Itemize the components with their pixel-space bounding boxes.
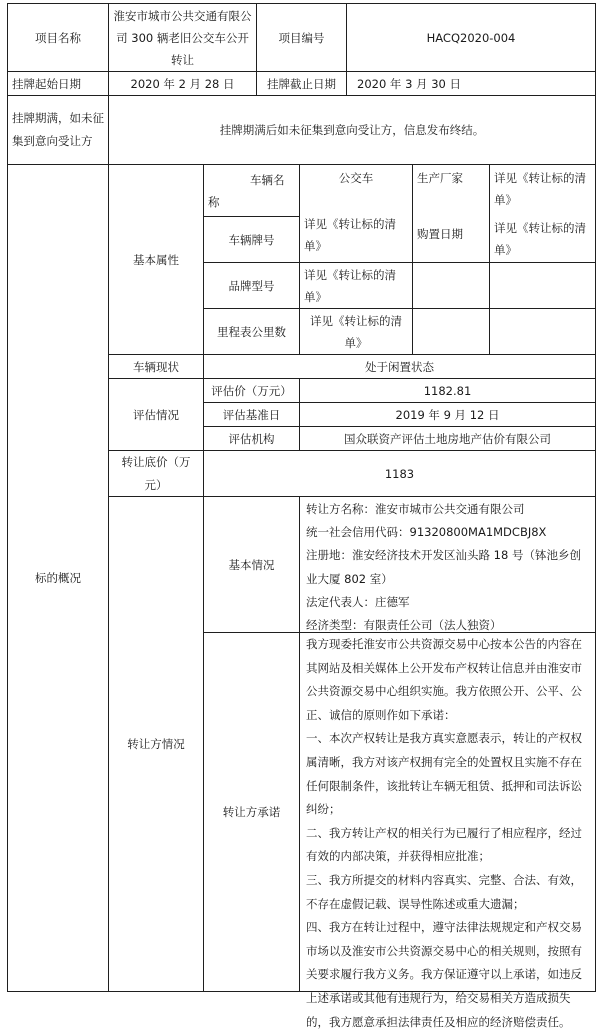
transferor-basic-label-cell [203, 496, 300, 633]
appraisal-label-cell [108, 378, 204, 451]
start-date-value-cell [108, 71, 257, 96]
credit-code-line: 统一社会信用代码：91320800MA1MDCBJ8X [306, 525, 547, 540]
commitment-label: 转让方承诺 [222, 805, 281, 819]
project-name-label-cell [7, 3, 109, 72]
purchase-date-value: 详见《转让标的清单》 [494, 221, 586, 257]
project-no-label-cell [256, 3, 347, 72]
mileage-label: 里程表公里数 [217, 324, 286, 339]
appraisal-base-date-value: 2019 年 9 月 12 日 [395, 407, 500, 422]
purchase-date-label: 购置日期 [417, 227, 463, 241]
start-date-label-cell [7, 71, 109, 96]
transferor-name-line: 转让方名称：淮安市城市公共交通有限公司 [306, 502, 525, 516]
plate-value: 详见《转让标的清单》 [304, 217, 396, 253]
reserve-price-label-cell [108, 450, 204, 497]
project-no-value-cell [346, 3, 596, 72]
vehicle-status-label: 车辆现状 [133, 359, 179, 374]
appraisal-price-value-cell [299, 378, 596, 403]
appraisal-agency-value: 国众联资产评估土地房地产估价有限公司 [344, 431, 551, 446]
vehicle-status-label-cell [108, 354, 204, 379]
brand-value-cell [299, 262, 413, 309]
project-no-value: HACQ2020-004 [426, 30, 516, 45]
expiry-label: 挂牌期满，如未征集到意向受让方 [12, 111, 104, 148]
commitment-text [306, 633, 589, 1034]
empty-cell-4 [489, 308, 596, 355]
vehicle-name-label-cell [203, 164, 300, 217]
start-date-value: 2020 年 2 月 28 日 [130, 76, 235, 91]
reserve-price-label: 转让底价（万元） [121, 454, 191, 492]
brand-value: 详见《转让标的清单》 [304, 267, 396, 304]
economic-type-line: 经济类型：有限责任公司（法人独资） [306, 618, 502, 633]
brand-label: 品牌型号 [228, 278, 275, 293]
transferor-label-cell [108, 496, 204, 992]
project-name-label: 项目名称 [35, 30, 81, 45]
appraisal-price-label: 评估价（万元） [211, 383, 292, 398]
appraisal-base-date-label-cell [203, 402, 300, 427]
vehicle-name-value: 公交车 [338, 171, 374, 185]
commitment-paragraph: 我方现委托淮安市公共资源交易中心按本公告的内容在其网站及相关媒体上公开发布产权转让信息并由淮安市公共资源交易中心组织实施。我方依照公开、公平、公正、诚信的原则作如下承诺： [306, 637, 582, 722]
basic-attributes-label: 基本属性 [133, 252, 179, 267]
vehicle-name-label: 车辆名称 [208, 172, 285, 209]
end-date-label: 挂牌截止日期 [267, 76, 336, 91]
appraisal-base-date-value-cell [299, 402, 596, 427]
end-date-label-cell [256, 71, 347, 96]
mileage-value-cell [299, 308, 413, 355]
vehicle-name-plate-value-cell [299, 164, 413, 263]
subject-overview-label: 标的概况 [35, 571, 81, 585]
subject-overview-label-cell [7, 164, 109, 992]
commitment-paragraph: 四、我方在转让过程中，遵守法律法规规定和产权交易市场以及淮安市公共资源交易中心的相关规则，按照有关要求履行我方义务。我方保证遵守以上承诺，如违反上述承诺或其他有违规行为，给交易相关方造成损失的，我方愿意承担法律责任及相应的经济赔偿责任。 [306, 920, 582, 1029]
empty-cell-1 [412, 262, 490, 309]
empty-cell-3 [412, 308, 490, 355]
manufacturer-purchase-label-cell [412, 164, 490, 263]
brand-label-cell [203, 262, 300, 309]
transferor-basic-lines [306, 498, 589, 637]
registered-address-line: 注册地：淮安经济技术开发区汕头路 18 号（钵池乡创业大厦 802 室） [306, 548, 581, 586]
basic-attributes-label-cell [108, 164, 204, 355]
appraisal-agency-label: 评估机构 [228, 431, 275, 446]
plate-label-cell [203, 216, 300, 263]
appraisal-agency-value-cell [299, 426, 596, 451]
project-name-value-cell [108, 3, 257, 72]
end-date-value-cell [346, 71, 596, 96]
reserve-price-value: 1183 [384, 466, 415, 481]
mileage-value: 详见《转让标的清单》 [310, 313, 402, 350]
transferor-label: 转让方情况 [127, 737, 185, 751]
appraisal-label: 评估情况 [133, 407, 179, 422]
commitment-label-cell [203, 632, 300, 992]
appraisal-base-date-label: 评估基准日 [222, 407, 281, 422]
empty-cell-2 [489, 262, 596, 309]
plate-label: 车辆牌号 [228, 232, 275, 247]
appraisal-price-label-cell [203, 378, 300, 403]
expiry-label-cell [7, 95, 109, 165]
manufacturer-purchase-value-cell [489, 164, 596, 263]
expiry-value-cell [108, 95, 596, 165]
transferor-basic-label: 基本情况 [228, 557, 275, 572]
legal-representative-line: 法定代表人：庄德军 [306, 594, 410, 609]
manufacturer-label: 生产厂家 [417, 171, 463, 185]
reserve-price-value-cell [203, 450, 596, 497]
appraisal-agency-label-cell [203, 426, 300, 451]
end-date-value: 2020 年 3 月 30 日 [357, 76, 461, 91]
transferor-basic-value-cell [299, 496, 596, 633]
project-no-label: 项目编号 [278, 30, 325, 45]
commitment-paragraph: 二、我方转让产权的相关行为已履行了相应程序，经过有效的内部决策，并获得相应批准； [306, 825, 582, 864]
appraisal-price-value: 1182.81 [423, 383, 472, 398]
commitment-value-cell [299, 632, 596, 1029]
project-name-value: 淮安市城市公共交通有限公司 300 辆老旧公交车公开转让 [113, 8, 252, 67]
manufacturer-value: 详见《转让标的清单》 [494, 171, 586, 207]
vehicle-status-value-cell [203, 354, 596, 379]
commitment-paragraph: 三、我方所提交的材料内容真实、完整、合法、有效，不存在虚假记载、误导性陈述或重大遗漏； [306, 872, 582, 911]
mileage-label-cell [203, 308, 300, 355]
expiry-value: 挂牌期满后如未征集到意向受让方，信息发布终结。 [219, 123, 485, 137]
commitment-paragraph: 一、本次产权转让是我方真实意愿表示，转让的产权权属清晰，我方对该产权拥有完全的处置权且实施不存在任何限制条件，该批转让车辆无租赁、抵押和司法诉讼纠纷； [306, 731, 582, 817]
vehicle-status-value: 处于闲置状态 [365, 359, 434, 374]
start-date-label: 挂牌起始日期 [12, 76, 81, 91]
